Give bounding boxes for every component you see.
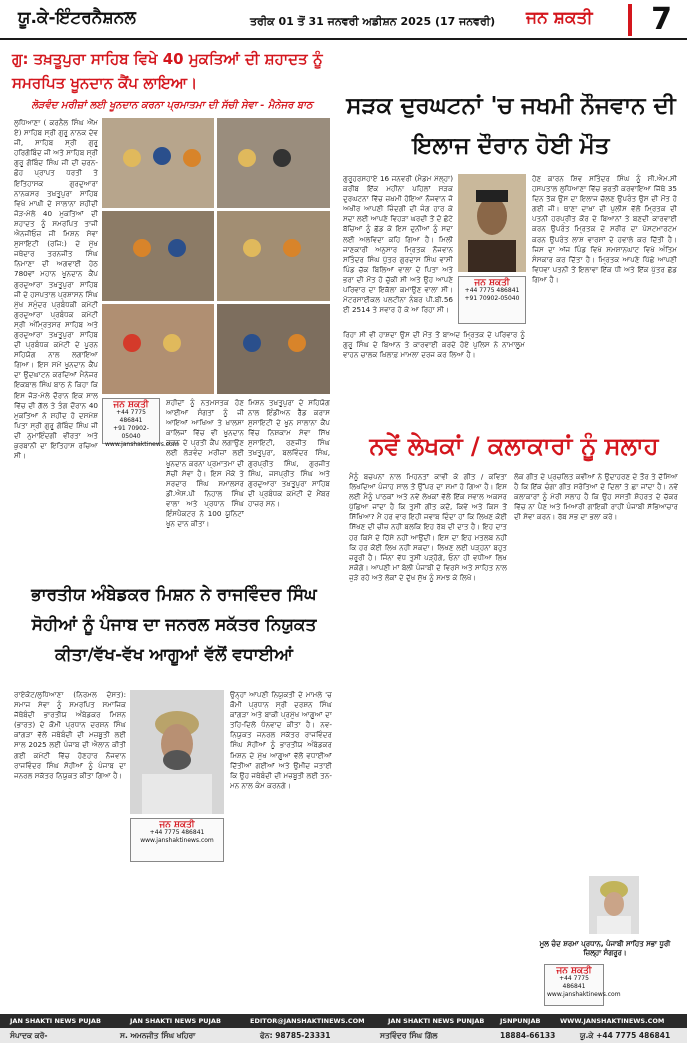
article-1-photo: [102, 118, 330, 394]
article-2-photo: [458, 174, 526, 272]
author-caption: ਮੂਲ ਚੰਦ ਸ਼ਰਮਾ ਪ੍ਰਧਾਨ, ਪੰਜਾਬੀ ਸਾਹਿਤ ਸਭਾ ਧੂਰੀ ਜ਼ਿਲ੍ਹਾ ਸੰਗਰੂਰ।: [539, 940, 671, 957]
newspaper-ad-box-2: [458, 276, 526, 324]
ad-phone-1: +44 7775 486841: [116, 409, 146, 424]
article-3-headline: ਨਵੇਂ ਲੇਖਕਾਂ / ਕਲਾਕਾਰਾਂ ਨੂੰ ਸਲਾਹ: [369, 432, 659, 460]
article-4-col-1: ਰਾਏਕੋਟ/ਲੁਧਿਆਣਾ (ਨਿਰਮਲ ਦੋਸਤ): ਸਮਾਜ ਸੇਵਾ ਨੂੰ ਸਮਰਪਿਤ ਸਮਾਜਿਕ ਜੱਥੇਬੰਦੀ ਭਾਰਤੀਯ ਅੰਬੇਡਕਰ ਮਿਸ਼ਨ (ਭਾਰਤ) ਦੇ ਕੌਮੀ ਪ੍ਰਧਾਨ ਦਰਸ਼ਨ ਸਿੰਘ ਕਾਂਗੜਾ ਵੱਲੋਂ ਜਥੇਬੰਦੀ ਦੀ ਮਜ਼ਬੂਤੀ ਲਈ ਸਾਲ 2025 ਲਈ ਪੰਜਾਬ ਦੀ ਐਲਾਨ ਕੀਤੀ ਗਈ ਕਮੇਟੀ ਵਿੱਚ ਹੋਣਹਾਰ ਨੌਜਵਾਨ ਰਾਜਵਿੰਦਰ ਸਿੰਘ ਸੋਹੀਆਂ ਨੂੰ ਪੰਜਾਬ ਦਾ ਜਨਰਲ ਸਕੱਤਰ ਨਿਯੁਕਤ ਕੀਤਾ ਗਿਆ ਹੈ।: [14, 690, 126, 780]
newspaper-ad-box-4: [130, 818, 224, 862]
ad-phone-2: +91 70902-05040: [464, 295, 520, 302]
header-divider: [628, 4, 632, 36]
article-1-subheadline: ਲੋੜਵੰਦ ਮਰੀਜ਼ਾਂ ਲਈ ਖੂਨਦਾਨ ਕਰਨਾ ਪ੍ਰਮਾਤਮਾ ਦੀ ਸੱਚੀ ਸੇਵਾ - ਮੈਨੇਜਰ ਬਾਠ: [31, 100, 313, 111]
ad-logo: ਜਨ ਸ਼ਕਤੀ: [113, 400, 149, 410]
article-1-col-3: ਮਿਸ਼ਨ ਤਖ਼ਤੂਪੁਰਾ ਦੇ ਸਹਿਯੋਗ ਨਾਲ ਇੰਡੀਅਨ ਰੈੱਡ ਕਰਾਸ ਸੁਸਾਇਟੀ ਦੇ ਖੂਨ ਸਾਲਾਨਾ ਕੈਂਪ ਵਿੱਚ ਨਿਸ਼ਕਾਮ ਸੇਵਾ ਸਿੱਖ ਸੁਸਾਇਟੀ, ਰਣਜੀਤ ਸਿੰਘ ਤਖ਼ਤੂਪੁਰਾ, ਬਲਵਿੰਦਰ ਸਿੰਘ, ਗੁਰਪ੍ਰੀਤ ਸਿੰਘ, ਗੁਰਜੀਤ ਸਿੰਘ, ਜਸਪ੍ਰੀਤ ਸਿੰਘ ਅਤੇ ਗੁਰਦੁਆਰਾ ਤਖ਼ਤੂਪੁਰਾ ਸਾਹਿਬ ਦੀ ਪ੍ਰਬੰਧਕ ਕਮੇਟੀ ਦੇ ਮੈਂਬਰ ਹਾਜ਼ਰ ਸਨ।: [248, 398, 330, 508]
edition-label: ਯੂ.ਕੇ-ਇੰਟਰਨੈਸ਼ਨਲ: [18, 8, 136, 28]
newspaper-ad-box-1: [102, 398, 179, 448]
youtube-link[interactable]: JAN SHAKTI NEWS PUNJAB: [388, 1017, 485, 1025]
ad-phone-1: +44 7775 486841: [464, 287, 520, 294]
ad-logo: ਜਨ ਸ਼ਕਤੀ: [556, 966, 592, 976]
ad-phone-2: +91 70902-05040: [113, 425, 149, 440]
email-link[interactable]: EDITOR@JANSHAKTINEWS.COM: [250, 1017, 365, 1025]
article-4-col-2: ਉਨ੍ਹਾਂ ਆਪਣੀ ਨਿਯੁਕਤੀ ਦੇ ਮਾਮਲੇ 'ਚ ਕੌਮੀ ਪ੍ਰਧਾਨ ਸ੍ਰੀ ਦਰਸ਼ਨ ਸਿੰਘ ਕਾਂਗੜਾ ਅਤੇ ਬਾਕੀ ਪ੍ਰਮੁੱਖ ਆਗੂਆਂ ਦਾ ਤਹਿ-ਦਿਲੋਂ ਧੰਨਵਾਦ ਕੀਤਾ ਹੈ। ਨਵ-ਨਿਯੁਕਤ ਜਨਰਲ ਸਕੱਤਰ ਰਾਜਵਿੰਦਰ ਸਿੰਘ ਸੋਹੀਆਂ ਨੂੰ ਭਾਰਤੀਯ ਅੰਬੇਡਕਰ ਮਿਸ਼ਨ ਦੇ ਮੁੱਖ ਆਗੂਆਂ ਵੱਲੋਂ ਵਧਾਈਆਂ ਦਿੱਤੀਆਂ ਗਈਆਂ ਅਤੇ ਉਮੀਦ ਜਤਾਈ ਕਿ ਉਹ ਜਥੇਬੰਦੀ ਦੀ ਮਜ਼ਬੂਤੀ ਲਈ ਤਨ-ਮਨ ਨਾਲ ਕੰਮ ਕਰਨਗੇ।: [230, 690, 332, 790]
footer-phone-2: 18884-66133: [500, 1031, 556, 1040]
ad-logo: ਜਨ ਸ਼ਕਤੀ: [159, 820, 195, 830]
footer-editor-name: ਸ. ਅਮਨਜੀਤ ਸਿੰਘ ਖਹਿਰਾ: [120, 1031, 196, 1040]
facebook-link[interactable]: JAN SHAKTI NEWS PUJAB: [10, 1017, 101, 1025]
ad-site: www.janshaktinews.com: [547, 991, 621, 998]
article-1-headline: ਗੁ: ਤਖ਼ਤੂਪੁਰਾ ਸਾਹਿਬ ਵਿਖੇ 40 ਮੁਕਤਿਆਂ ਦੀ ਸ਼ਹਾਦਤ ਨੂੰ ਸਮਰਪਿਤ ਖੂਨਦਾਨ ਕੈਂਪ ਲਾਇਆ।: [12, 50, 323, 92]
article-3-col-1: ਮੈਨੂੰ ਬਚਪਨਾਂ ਨਾਲ ਮਿਹਨਤਾਂ ਕਾਵੀ ਕੇ ਗੀਤ / ਕਵਿਤਾ ਲਿਖਦਿਆਂ ਪੰਜਾਹ ਸਾਲ ਤੋਂ ਉੱਪਰ ਦਾ ਸਮਾਂ ਹੋ ਗਿਆ ਹੈ। ਇਸ ਲਈ ਮੈਨੂੰ ਪਾਠਕਾਂ ਅਤੇ ਨਵੇਂ ਲੇਖਕਾਂ ਵੱਲੋਂ ਇੱਕ ਸਵਾਲ ਅਕਸਰ ਪੁੱਛਿਆ ਜਾਂਦਾ ਹੈ ਕਿ ਤੁਸੀਂ ਗੀਤ ਕਦੋਂ, ਕਿਵੇਂ ਅਤੇ ਕਿਸ ਤੋਂ ਸਿੱਖਿਆ? ਮੈਂ ਹਰ ਵਾਰ ਇਹੀ ਜਵਾਬ ਦਿੰਦਾ ਹਾਂ ਕਿ ਲਿਖਣ ਕੋਈ ਸਿੱਖਣ ਦੀ ਚੀਜ਼ ਨਹੀਂ ਬਲਕਿ ਇਹ ਰੱਬ ਦੀ ਦਾਤ ਹੈ। ਇਹ ਦਾਤ ਹਰ ਕਿਸੇ ਦੇ ਹਿੱਸੇ ਨਹੀਂ ਆਉਂਦੀ। ਇਸ ਦਾ ਇਹ ਮਤਲਬ ਨਹੀਂ ਕਿ ਹਰ ਕੋਈ ਲਿਖ ਨਹੀਂ ਸਕਦਾ। ਲਿਖਣ ਲਈ ਪੜ੍ਹਨਾ ਬਹੁਤ ਜ਼ਰੂਰੀ ਹੈ। ਜਿੰਨਾ ਵੱਧ ਤੁਸੀਂ ਪੜ੍ਹੋਗੇ, ਓਨਾ ਹੀ ਵਧੀਆ ਲਿਖ ਸਕੋਗੇ। ਆਪਣੀ ਮਾਂ ਬੋਲੀ ਪੰਜਾਬੀ ਦੇ ਵਿਰਸੇ ਅਤੇ ਸਾਹਿਤ ਨਾਲ ਜੁੜੇ ਰਹੋ ਅਤੇ ਲੋਕਾਂ ਦੇ ਦੁੱਖ ਸੁੱਖ ਨੂੰ ਸਮਝ ਕੇ ਲਿਖੋ।: [349, 472, 507, 582]
article-1-col-1: ਲੁਧਿਆਣਾ ( ਕਰਨੈਲ ਸਿੰਘ ਐੱਮ ਏ) ਸਾਹਿਬ ਸ੍ਰੀ ਗੁਰੂ ਨਾਨਕ ਦੇਵ ਜੀ, ਸਾਹਿਬ ਸ੍ਰੀ ਗੁਰੂ ਹਰਿਗੋਬਿੰਦ ਜੀ ਅਤੇ ਸਾਹਿਬ ਸ੍ਰੀ ਗੁਰੂ ਗੋਬਿੰਦ ਸਿੰਘ ਜੀ ਦੀ ਚਰਨ-ਛੋਹ ਪ੍ਰਾਪਤ ਧਰਤੀ ਤੇ ਇਤਿਹਾਸਕ ਗੁਰਦੁਆਰਾ ਨਾਨਕਸਰ ਤਖ਼ਤੂਪੁਰਾ ਸਾਹਿਬ ਵਿਖੇ ਮਾਘੀ ਦੇ ਸਾਲਾਨਾ ਸ਼ਹੀਦੀ ਜੋੜ-ਮੇਲੇ 40 ਮੁਕਤਿਆਂ ਦੀ ਸ਼ਹਾਦਤ ਨੂੰ ਸਮਰਪਿਤ ਤਾਜੀ ਐਨਜੀਓਜ਼ ਜੀ ਮਿਸ਼ਨ ਸੇਵਾ ਸੁਸਾਇਟੀ (ਰਜਿ:) ਦੇ ਮੁੱਖ ਜਥੇਦਾਰ ਤਰਨਜੀਤ ਸਿੰਘ ਨਿਮਾਣਾ ਦੀ ਅਗਵਾਈ ਹੇਠ 780ਵਾਂ ਮਹਾਨ ਖੂਨਦਾਨ ਕੈਂਪ ਗੁਰਦੁਆਰਾ ਤਖ਼ਤੂਪੁਰਾ ਸਾਹਿਬ ਜੀ ਦੇ ਹਸਪਤਾਲ ਪ੍ਰਸ਼ਾਸਨ ਸਿੰਘ ਮੁੱਖ ਸਮੁੰਦਰ ਪ੍ਰਬੰਧਕੀ ਕਮੇਟੀ ਗੁਰਦੁਆਰਾ ਪ੍ਰਬੰਧਕ ਕਮੇਟੀ ਸ੍ਰੀ ਅੰਮ੍ਰਿਤਸਰ ਸਾਹਿਬ ਅਤੇ ਗੁਰਦੁਆਰਾ ਤਖ਼ਤੂਪੁਰਾ ਸਾਹਿਬ ਦੀ ਪ੍ਰਬੰਧਕ ਕਮੇਟੀ ਦੇ ਪੂਰਨ ਸਹਿਯੋਗ ਨਾਲ ਲਗਾਇਆ ਗਿਆ। ਇਸ ਸਮੇਂ ਖੂਨਦਾਨ ਕੈਂਪ ਦਾ ਉਦਘਾਟਨ ਕਰਦਿਆਂ ਮੈਨੇਜਰ ਇਕਬਾਲ ਸਿੰਘ ਬਾਠ ਨੇ ਕਿਹਾ ਕਿ ਇਸ ਜੋੜ-ਮੇਲੇ ਦੌਰਾਨ ਇਕ ਸਾਲ ਵਿੱਚ ਦੀ ਗੱਲ ਤੇ ਤੰਗ ਦੌਰਾਨ 40 ਮੁਕਤਿਆਂ ਨੇ ਸ਼ਹੀਦ ਹੋ ਦਸਮੇਸ਼ ਪਿਤਾ ਸ੍ਰੀ ਗੁਰੂ ਗੋਬਿੰਦ ਸਿੰਘ ਜੀ ਦੀ ਨੁਮਾਇੰਦਗੀ ਵੀਰਤਾ ਅਤੇ ਕੁਰਬਾਨੀ ਦਾ ਇਤਿਹਾਸ ਰਚਿਆ ਸੀ।: [14, 118, 98, 461]
article-2-headline: ਸੜਕ ਦੁਰਘਟਨਾਂ 'ਚ ਜਖਮੀ ਨੌਜਵਾਨ ਦੀ ਇਲਾਜ ਦੌਰਾਨ ਹੋਈ ਮੌਤ: [346, 93, 676, 159]
author-photo: [589, 876, 639, 934]
page-header: [0, 0, 687, 40]
issue-date: ਤਰੀਕ 01 ਤੋਂ 31 ਜਨਵਰੀ ਅਡੀਸ਼ਨ 2025 (17 ਜਨਵਰੀ): [250, 15, 496, 28]
article-2-col-1: ਗੁਰੂਹਰਸਹਾਏ 16 ਜਨਵਰੀ (ਮੈਡਮ ਮੱਲ੍ਹਾ) ਕਰੀਬ ਇੱਕ ਮਹੀਨਾ ਪਹਿਲਾਂ ਸੜਕ ਦੁਰਘਟਨਾ ਵਿੱਚ ਜ਼ਖ਼ਮੀ ਹੋਇਆ ਨੌਜਵਾਨ ਜੋ ਅਖੀਰ ਆਪਣੀ ਜ਼ਿੰਦਗੀ ਦੀ ਜੰਗ ਹਾਰ ਕੇ ਸਦਾ ਲਈ ਆਪਣੇ ਵਿਹੜਾ ਘਰਦੀ ਤੋਂ ਦੋ ਛੋਟੇ ਬੱਚਿਆਂ ਨੂੰ ਛੱਡ ਕੇ ਇਸ ਦੁਨੀਆਂ ਨੂੰ ਸਦਾ ਲਈ ਅਲਵਿਦਾ ਕਹਿ ਗਿਆ ਹੈ। ਮਿਲੀ ਜਾਣਕਾਰੀ ਅਨੁਸਾਰ ਮ੍ਰਿਤਕ ਨੌਜਵਾਨ ਸਤਿੰਦਰ ਸਿੰਘ ਪੁੱਤਰ ਗੁਰਦਾਸ ਸਿੰਘ ਵਾਸੀ ਪਿੰਡ ਚੱਕ ਬਿਲਿਆਂ ਵਾਲਾ ਦੇ ਪਿਤਾ ਅਤੇ ਭਰਾ ਦੀ ਮੌਤ ਹੋ ਚੁੱਕੀ ਸੀ ਅਤੇ ਉਹ ਆਪਣੇ ਪਰਿਵਾਰ ਦਾ ਇਕੱਲਾ ਕਮਾਉਣ ਵਾਲਾ ਸੀ। ਮੋਟਰਸਾਈਕਲ ਪਲਟੀਨਾ ਨੰਬਰ ਪੀ.ਬੀ.56 ਈ 2514 ਤੇ ਸਵਾਰ ਹੋ ਕੇ ਆ ਰਿਹਾ ਸੀ।: [343, 174, 453, 315]
article-4-headline: ਭਾਰਤੀਯ ਅੰਬੇਡਕਰ ਮਿਸ਼ਨ ਨੇ ਰਾਜਵਿੰਦਰ ਸਿੰਘ ਸੋਹੀਆਂ ਨੂੰ ਪੰਜਾਬ ਦਾ ਜਨਰਲ ਸਕੱਤਰ ਨਿਯੁਕਤ ਕੀਤਾ/ਵੱਖ-ਵੱਖ ਆਗੂਆਂ ਵੱਲੋਂ ਵਧਾਈਆਂ: [31, 585, 317, 665]
social-bar: [0, 1014, 687, 1028]
website-link[interactable]: WWW.JANSHAKTINEWS.COM: [560, 1017, 665, 1025]
ad-site: www.janshaktinews.com: [105, 441, 179, 448]
newspaper-ad-box-3: [544, 964, 621, 1006]
footer-phone-uk: ਯੂ.ਕੇ +44 7775 486841: [580, 1031, 671, 1040]
article-2-col-3: ਹੋਣ ਕਾਰਨ ਸ਼ਿਵ ਸਤਿੰਦਰ ਸਿੰਘ ਨੂੰ ਸੀ.ਐਮ.ਸੀ ਹਸਪਤਾਲ ਲੁਧਿਆਣਾ ਵਿੱਚ ਭਰਤੀ ਕਰਵਾਇਆ ਜਿੱਥੇ 35 ਦਿਨ ਤੱਕ ਉਸ ਦਾ ਇਲਾਜ ਚੱਲਣ ਉਪਰੰਤ ਉਸ ਦੀ ਮੌਤ ਹੋ ਗਈ ਜੀ। ਥਾਣਾ ਦਾਖ਼ਾ ਦੀ ਪੁਲੀਸ ਵੱਲੋਂ ਮ੍ਰਿਤਕ ਦੀ ਪਤਨੀ ਹਰਪ੍ਰੀਤ ਕੌਰ ਦੇ ਬਿਆਨਾਂ ਤੇ ਬਣਦੀ ਕਾਰਵਾਈ ਕਰਨ ਉਪਰੰਤ ਮ੍ਰਿਤਕ ਦੇ ਸਰੀਰ ਦਾ ਪੋਸਟਮਾਰਟਮ ਕਰਨ ਉਪਰੰਤ ਲਾਸ਼ ਵਾਰਸਾਂ ਦੇ ਹਵਾਲੇ ਕਰ ਦਿੱਤੀ ਹੈ। ਜਿਸ ਦਾ ਅੱਜ ਪਿੰਡ ਵਿਖੇ ਸਮਸ਼ਾਨਘਾਟ ਵਿਖੇ ਅੰਤਿਮ ਸੰਸਕਾਰ ਕਰ ਦਿੱਤਾ ਹੈ। ਮ੍ਰਿਤਕ ਆਪਣੇ ਪਿੱਛੇ ਆਪਣੀ ਵਿਧਵਾ ਪਤਨੀ ਤੋਂ ਇਲਾਵਾ ਇੱਕ ਧੀ ਅਤੇ ਇੱਕ ਪੁੱਤਰ ਛੱਡ ਗਿਆ ਹੈ।: [532, 174, 677, 284]
ad-logo: ਜਨ ਸ਼ਕਤੀ: [474, 278, 510, 288]
article-2-col-2: ਰਿਹਾ ਸੀ ਵੀ ਹਾਸ਼ਦਾ ਉਸ ਦੀ ਮੌਤ ਤੋਂ ਬਾਅਦ ਮ੍ਰਿਤਕ ਦੇ ਪਰਿਵਾਰ ਨੂੰ ਗੁਰੂ ਸਿੰਘ ਦੇ ਬਿਆਨ ਤੇ ਕਾਰਵਾਈ ਕਰਦੇ ਹੋਏ ਪੁਲਿਸ ਨੇ ਨਾਮਾਲੂਮ ਵਾਹਨ ਚਾਲਕ ਖ਼ਿਲਾਫ਼ ਮਾਮਲਾ ਦਰਜ ਕਰ ਲਿਆ ਹੈ।: [343, 330, 525, 360]
instagram-link[interactable]: JSNPUNJAB: [500, 1017, 541, 1025]
article-1-col-2: ਸ਼ਹੀਦਾਂ ਨੂੰ ਨਤਮਸਤਕ ਹੋਣ ਆਈਆਂ ਸੰਗਤਾਂ ਨੂੰ ਜੀ ਆਇਆਂ ਆਖਿਆ ਤੇ ਖ਼ਾਲਸਾ ਕਾਲਿਜਾਂ ਵਿੱਚ ਵੀ ਖੂਨਦਾਨ ਕਰਨ ਦੇ ਪ੍ਰਤੀ ਕੈਂਪ ਲਗਾਉਣ ਲਈ ਲੋੜਵੰਦ ਮਰੀਜ਼ਾਂ ਲਈ ਖੂਨਦਾਨ ਕਰਨਾ ਪ੍ਰਮਾਤਮਾ ਦੀ ਸੱਚੀ ਸੇਵਾ ਹੈ। ਇਸ ਮੌਕੇ ਤੇ ਸਰਦਾਰ ਸਿੰਘ ਸਮਾਲਸਰ ਡੀ.ਐਸ.ਪੀ ਨਿਹਾਲ ਸਿੰਘ ਵਾਲਾ ਅਤੇ ਪ੍ਰਧਾਨ ਸਿੰਘ ਇੰਸਪੈਕਟਰ ਨੇ 100 ਯੂਨਿਟਾਂ ਖੂਨ ਦਾਨ ਕੀਤਾ।: [166, 398, 244, 529]
newspaper-logo: ਜਨ ਸ਼ਕਤੀ: [526, 8, 593, 28]
ad-phone-1: +44 7775 486841: [559, 975, 589, 990]
article-4-photo: [130, 690, 224, 814]
footer-editor-label: ਸੰਪਾਦਕ ਕਰੋ-: [10, 1031, 48, 1040]
page-number: 7: [651, 2, 672, 37]
facebook-link-2[interactable]: JAN SHAKTI NEWS PUJAB: [130, 1017, 221, 1025]
footer-name-2: ਸਤਵਿੰਦਰ ਸਿੰਘ ਗਿੱਲ: [380, 1031, 438, 1040]
ad-phone-1: +44 7775 486841: [149, 829, 205, 836]
article-3-col-2: ਲੋਕ ਗੀਤ ਦੇ ਪ੍ਰਚਲਿਤ ਕਵੀਆਂ ਨੇ ਉਦਾਹਰਣ ਦੇ ਤੌਰ ਤੇ ਦੱਸਿਆ ਹੈ ਕਿ ਇੱਕ ਚੰਗਾ ਗੀਤ ਸਰੋਤਿਆਂ ਦੇ ਦਿਲਾਂ ਤੇ ਛਾ ਜਾਂਦਾ ਹੈ। ਨਵੇਂ ਕਲਾਕਾਰਾਂ ਨੂੰ ਮੇਰੀ ਸਲਾਹ ਹੈ ਕਿ ਉਹ ਸਸਤੀ ਸ਼ੋਹਰਤ ਦੇ ਚੱਕਰ ਵਿੱਚ ਨਾ ਪੈਣ ਅਤੇ ਮਿਆਰੀ ਗਾਇਕੀ ਰਾਹੀਂ ਪੰਜਾਬੀ ਸੱਭਿਆਚਾਰ ਦੀ ਸੇਵਾ ਕਰਨ। ਰੱਬ ਸਭ ਦਾ ਭਲਾ ਕਰੇ।: [514, 472, 678, 522]
ad-site: www.janshaktinews.com: [140, 837, 214, 844]
page-footer: [0, 1014, 687, 1043]
footer-phone-1: ਫੋਨ: 98785-23331: [260, 1031, 331, 1040]
